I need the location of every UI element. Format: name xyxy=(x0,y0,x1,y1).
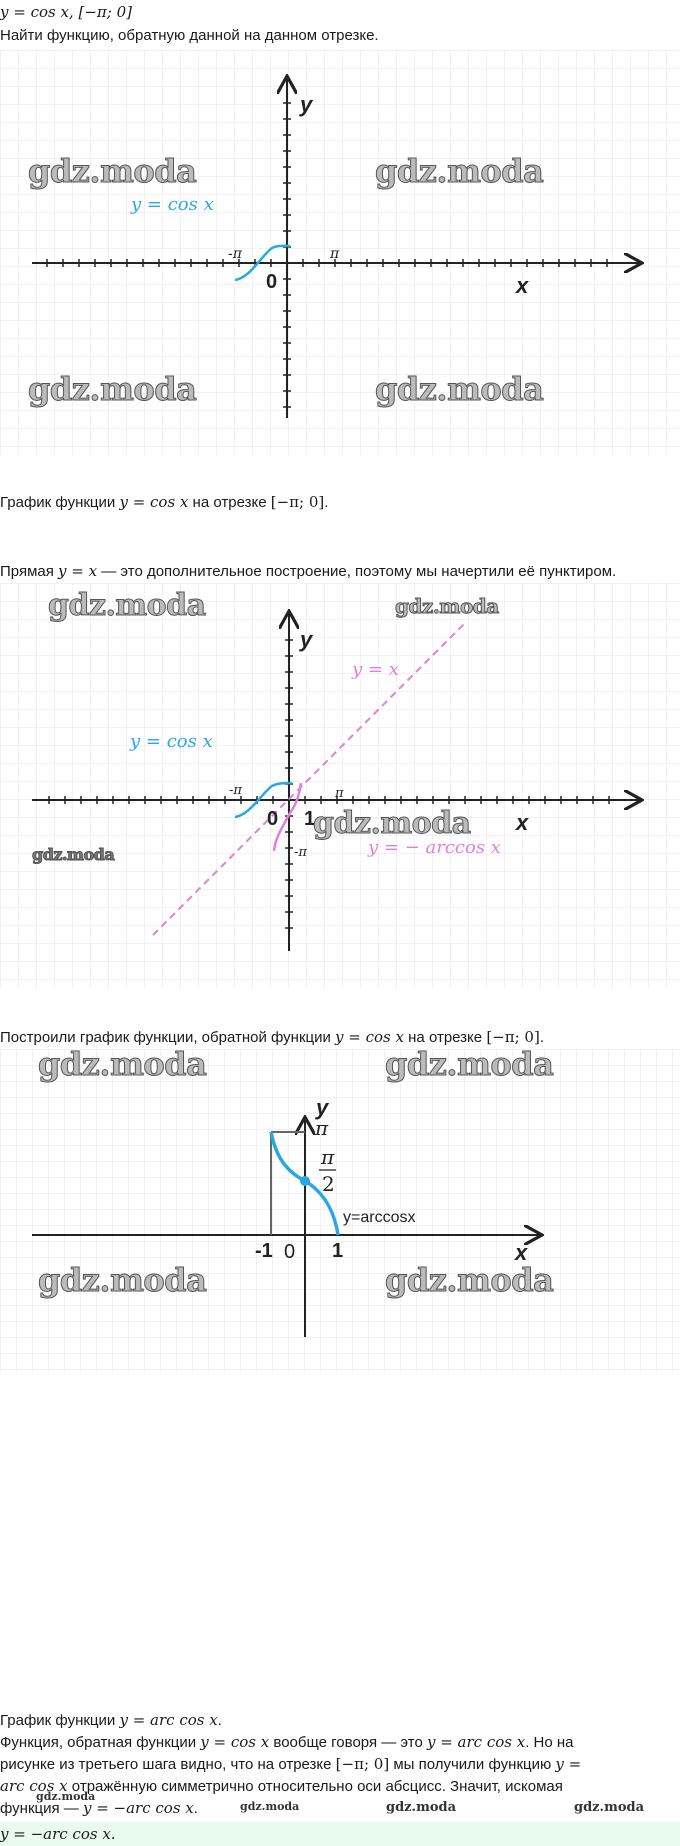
pi-half-numerator: π xyxy=(321,1145,335,1169)
explanation-line-1: Функция, обратная функции y = cos x вообще говоря — это y = arc cos x. Но на xyxy=(0,1733,574,1751)
explanation-line-4: функция — y = −arc cos x. xyxy=(0,1799,198,1817)
origin-label: 0 xyxy=(266,271,278,293)
watermark: gdz.moda xyxy=(386,1800,457,1815)
watermark: gdz.moda xyxy=(240,1800,300,1813)
tick-label-neg-pi: -π xyxy=(228,246,242,262)
pi-label: π xyxy=(315,1116,329,1140)
watermark: gdz.moda xyxy=(38,1049,207,1083)
one-label: 1 xyxy=(332,1240,344,1262)
caption-cos-graph: График функции y = cos x на отрезке [−π; 0]. xyxy=(0,493,329,511)
tick-label-pi: π xyxy=(330,246,340,262)
watermark: gdz.moda xyxy=(313,806,471,841)
y-axis-label: y xyxy=(300,92,313,117)
caption-inverse: Построили график функции, обратной функции y = cos x на отрезке [−π; 0]. xyxy=(0,1028,544,1046)
task-formula: y = cos x, [−π; 0] xyxy=(0,3,132,21)
caption-arccos: График функции y = arc cos x. xyxy=(0,1711,222,1729)
x-axis-label: x xyxy=(516,273,529,298)
figure-arccos-svg xyxy=(0,1049,680,1371)
caption-line-yx: Прямая y = x — это дополнительное построение, поэтому мы начертили её пунктиром. xyxy=(0,562,617,580)
watermark: gdz.moda xyxy=(48,588,206,623)
neg-arccos-label: y = − arccos x xyxy=(368,837,501,858)
explanation-line-3: arc cos x отражённую симметрично относительно оси абсцисс. Значит, искомая xyxy=(0,1777,563,1795)
arccos-curve-label: y=arccosx xyxy=(343,1209,416,1226)
watermark: gdz.moda xyxy=(36,1790,96,1803)
x-axis-label: x xyxy=(516,810,529,835)
watermark: gdz.moda xyxy=(32,845,115,864)
watermark: gdz.moda xyxy=(38,1261,207,1299)
watermark: gdz.moda xyxy=(28,370,197,408)
figure-reflection xyxy=(0,583,680,988)
watermark: gdz.moda xyxy=(28,152,197,190)
figure-reflection-svg xyxy=(0,583,680,988)
pi-half-denominator: 2 xyxy=(322,1172,335,1196)
figure-cos-graph xyxy=(0,50,680,455)
cos-curve-label: y = cos x xyxy=(131,194,214,215)
grid-background xyxy=(0,1049,680,1371)
origin-label: 0 xyxy=(267,808,279,830)
watermark: gdz.moda xyxy=(395,594,499,618)
x-axis-label: x xyxy=(515,1240,528,1265)
tick-label-neg-pi-x: -π xyxy=(229,783,242,798)
tick-label-pi-x: π xyxy=(335,786,344,801)
midpoint-marker xyxy=(300,1176,310,1186)
watermark: gdz.moda xyxy=(375,152,544,190)
figure-arccos xyxy=(0,1049,680,1371)
cos-curve-label: y = cos x xyxy=(130,731,213,752)
explanation-line-2: рисунке из третьего шага видно, что на отрезке [−π; 0] мы получили функцию y = xyxy=(0,1755,582,1773)
line-y-equals-x-label: y = x xyxy=(352,659,399,680)
y-axis-label: y xyxy=(316,1095,329,1120)
task-question: Найти функцию, обратную данной на данном отрезке. xyxy=(0,27,379,44)
minus-one-label: -1 xyxy=(255,1240,273,1262)
watermark: gdz.moda xyxy=(385,1049,554,1083)
watermark: gdz.moda xyxy=(385,1261,554,1299)
one-label: 1 xyxy=(304,808,316,830)
answer-text: y = −arc cos x. xyxy=(0,1825,116,1843)
figure-cos-graph-svg xyxy=(0,50,680,455)
watermark: gdz.moda xyxy=(375,370,544,408)
y-axis-label: y xyxy=(300,627,313,652)
origin-label: 0 xyxy=(284,1241,296,1263)
watermark: gdz.moda xyxy=(574,1800,645,1815)
tick-label-neg-pi-y: -π xyxy=(294,845,307,860)
